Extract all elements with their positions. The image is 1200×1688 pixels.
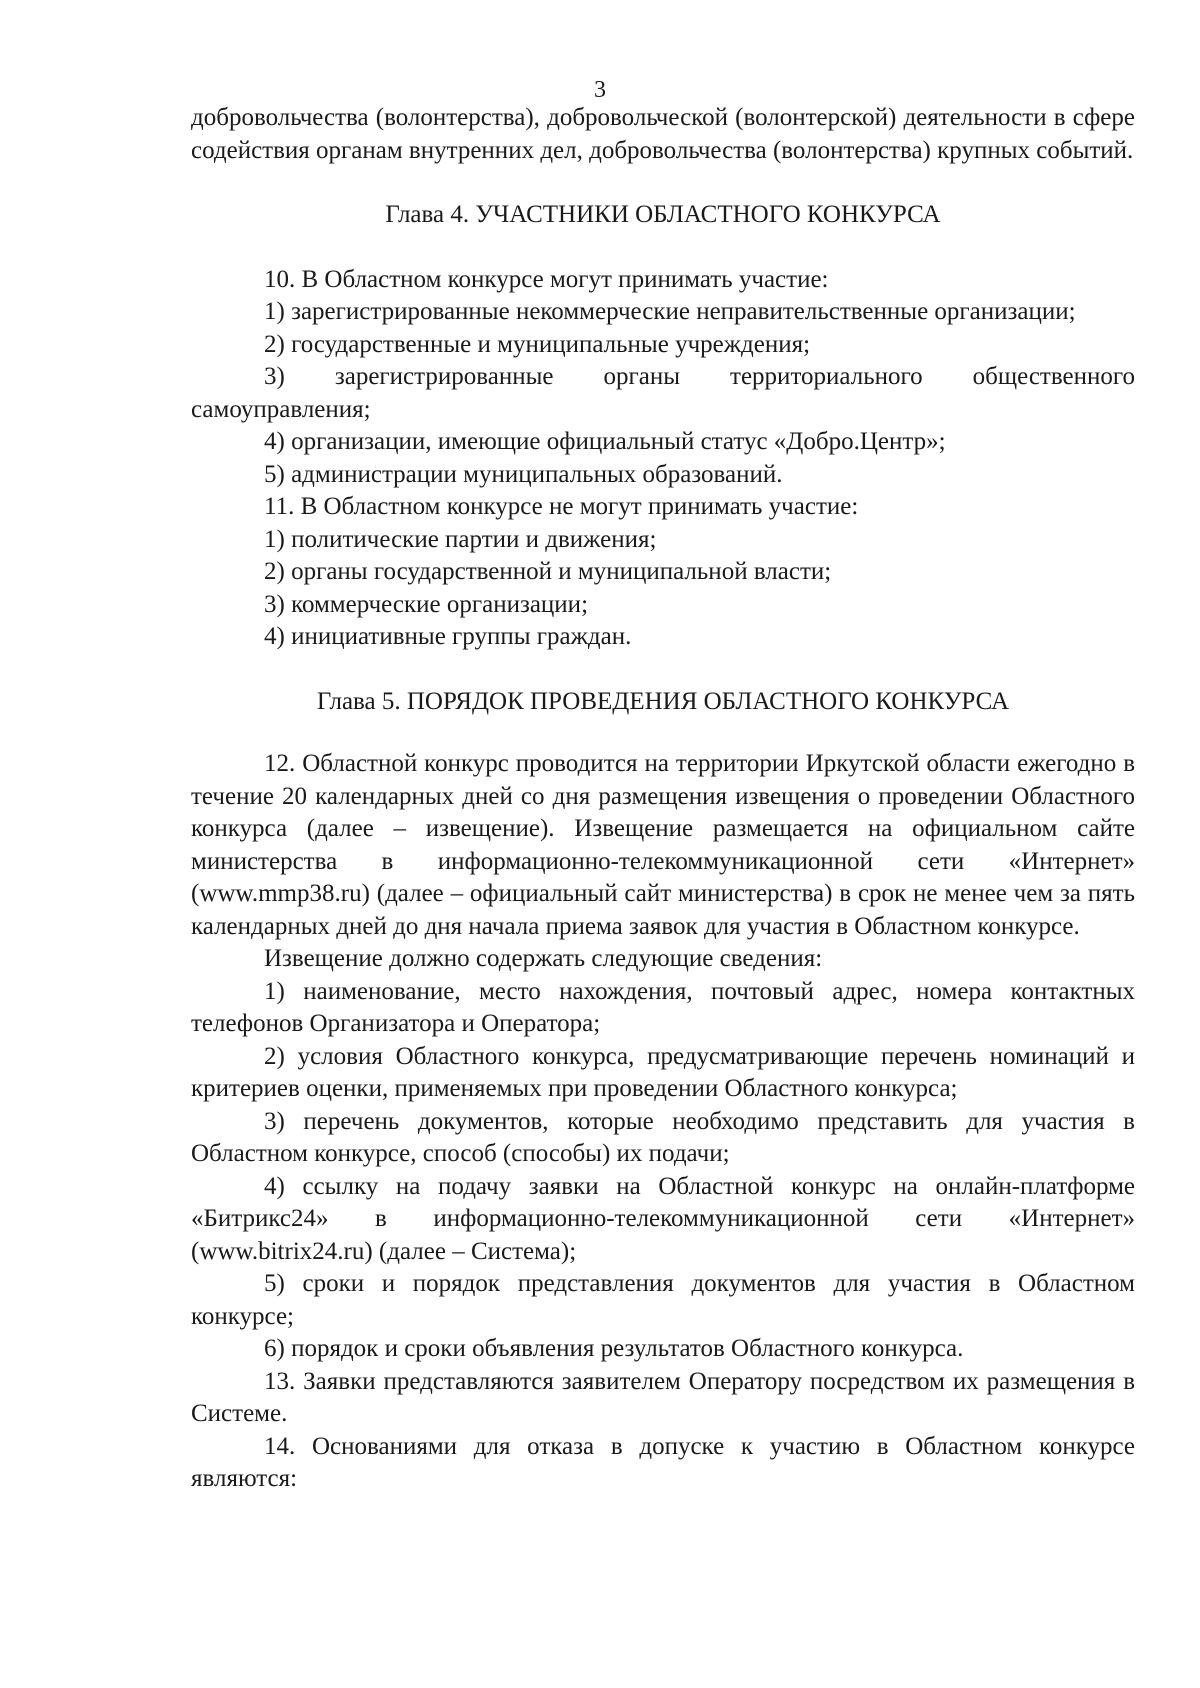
notice-item-5: 5) сроки и порядок представления документов для участия в Областном конкурсе;	[191, 1270, 1135, 1330]
notice-item-6: 6) порядок и сроки объявления результатов Областного конкурса.	[264, 1335, 964, 1362]
document-body	[191, 102, 1135, 1496]
clause-10-item-1: 1) зарегистрированные некоммерческие неправительственные организации;	[264, 298, 1076, 325]
notice-item-1: 1) наименование, место нахождения, почтовый адрес, номера контактных телефонов Организатора и Оператора;	[191, 977, 1135, 1037]
clause-11-item-3: 3) коммерческие организации;	[264, 590, 589, 618]
clause-13: 13. Заявки представляются заявителем Оператору посредством их размещения в Системе.	[191, 1367, 1135, 1427]
clause-11-item-1: 1) политические партии и движения;	[264, 525, 657, 553]
chapter-4-heading: Глава 4. УЧАСТНИКИ ОБЛАСТНОГО КОНКУРСА	[385, 201, 941, 228]
clause-10: 10. В Областном конкурсе могут принимать участие:	[264, 265, 829, 293]
clause-14: 14. Основаниями для отказа в допуске к участию в Областном конкурсе являются:	[191, 1432, 1135, 1492]
clause-10-item-4: 4) организации, имеющие официальный статус «Добро.Центр»;	[264, 428, 946, 455]
page-number: 3	[594, 77, 606, 103]
clause-11: 11. В Областном конкурсе не могут принимать участие:	[264, 493, 859, 520]
clause-12: 12. Областной конкурс проводится на территории Иркутской области ежегодно в течение 20 календарных дней со дня размещения извещения о проведении Областного конкурса (далее – извещение). Извещение размещается на официальном сайте министерства в информационно-телекоммуникационной сети «Интернет» (www.mmp38.ru) (далее – официальный сайт министерства) в срок не менее чем за пять календарных дней до дня начала приема заявок для участия в Областном конкурсе.	[191, 750, 1135, 940]
clause-10-item-2: 2) государственные и муниципальные учреждения;	[264, 330, 811, 358]
clause-11-item-2: 2) органы государственной и муниципальной власти;	[264, 558, 832, 585]
notice-item-3: 3) перечень документов, которые необходимо представить для участия в Областном конкурсе, способ (способы) их подачи;	[191, 1107, 1135, 1167]
clause-10-item-3: 3) зарегистрированные органы территориального общественного самоуправления;	[191, 363, 1135, 423]
clause-10-item-5: 5) администрации муниципальных образований.	[264, 460, 783, 488]
notice-item-4: 4) ссылку на подачу заявки на Областной конкурс на онлайн-платформе «Битрикс24» в информационно-телекоммуникационной сети «Интернет» (www.bitrix24.ru) (далее – Система);	[191, 1172, 1135, 1265]
notice-item-2: 2) условия Областного конкурса, предусматривающие перечень номинаций и критериев оценки, применяемых при проведении Областного конкурса;	[191, 1042, 1135, 1102]
clause-11-item-4: 4) инициативные группы граждан.	[264, 623, 632, 650]
notice-intro: Извещение должно содержать следующие сведения:	[264, 945, 823, 972]
intro-paragraph: добровольчества (волонтерства), добровольческой (волонтерской) деятельности в сфере содействия органам внутренних дел, добровольчества (волонтерства) крупных событий.	[191, 104, 1135, 164]
chapter-5-heading: Глава 5. ПОРЯДОК ПРОВЕДЕНИЯ ОБЛАСТНОГО КОНКУРСА	[316, 687, 1010, 715]
